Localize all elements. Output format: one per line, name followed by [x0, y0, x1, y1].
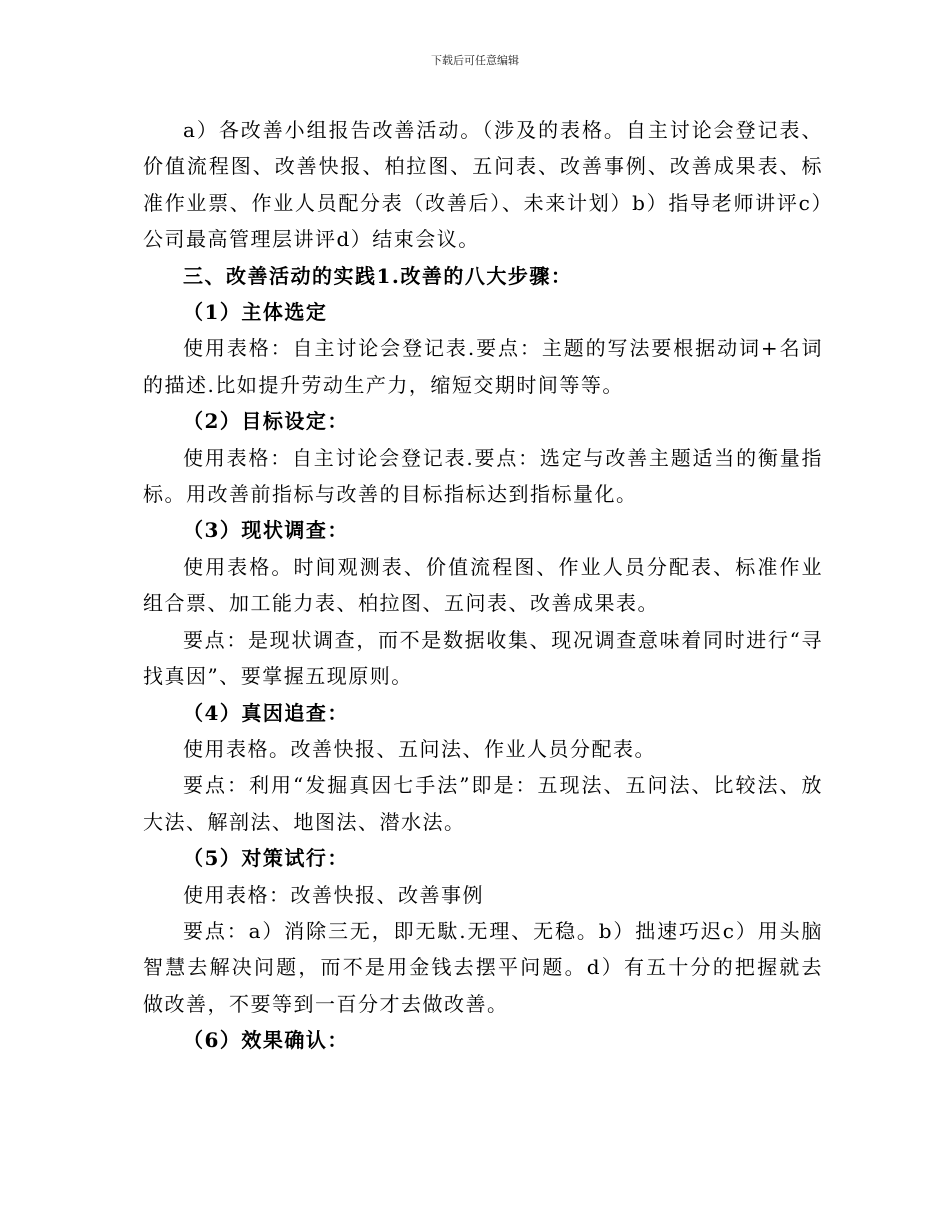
- step-heading-1: （1）主体选定: [183, 300, 328, 325]
- paragraph-step-4-forms: 使用表格。改善快报、五问法、作业人员分配表。: [183, 736, 656, 761]
- paragraph-step-1: 使用表格：自主讨论会登记表.要点：主题的写法要根据动词+名词的描述.比如提升劳动生产力，缩短交期时间等等。: [143, 336, 823, 397]
- section-heading-practice: 三、改善活动的实践1.改善的八大步骤：: [183, 263, 573, 288]
- paragraph-step-5-forms: 使用表格：改善快报、改善事例: [183, 882, 484, 907]
- step-heading-2: （2）目标设定：: [183, 409, 349, 434]
- paragraph-step-3-points: 要点：是现状调查，而不是数据收集、现况调查意味着同时进行“寻找真因”、要掌握五现原则。: [143, 627, 823, 689]
- paragraph-step-5-points: 要点：a）消除三无，即无駄.无理、无稳。b）拙速巧迟c）用头脑智慧去解决问题，而不是用金钱去摆平问题。d）有五十分的把握就去做改善，不要等到一百分才去做改善。: [143, 918, 823, 1016]
- paragraph-step-3-forms: 使用表格。时间观测表、价值流程图、作业人员分配表、标准作业组合票、加工能力表、柏拉图、五问表、改善成果表。: [143, 554, 823, 616]
- step-heading-3: （3）现状调查：: [183, 518, 349, 543]
- paragraph-report-activities: a）各改善小组报告改善活动。（涉及的表格。自主讨论会登记表、价值流程图、改善快报、柏拉图、五问表、改善事例、改善成果表、标准作业票、作业人员配分表（改善后）、未来计划）b）指导老师讲评c）公司最高管理层讲评d）结束会议。: [143, 118, 823, 252]
- step-heading-5: （5）对策试行：: [183, 846, 349, 871]
- document-body: [143, 112, 823, 1059]
- page-header-note: 下载后可任意编辑: [431, 54, 519, 67]
- step-heading-6: （6）效果确认：: [183, 1028, 349, 1053]
- step-heading-4: （4）真因追查：: [183, 700, 349, 725]
- paragraph-step-2: 使用表格：自主讨论会登记表.要点：选定与改善主题适当的衡量指标。用改善前指标与改善的目标指标达到指标量化。: [143, 445, 823, 507]
- paragraph-step-4-points: 要点：利用“发掘真因七手法”即是：五现法、五问法、比较法、放大法、解剖法、地图法、潜水法。: [143, 773, 823, 834]
